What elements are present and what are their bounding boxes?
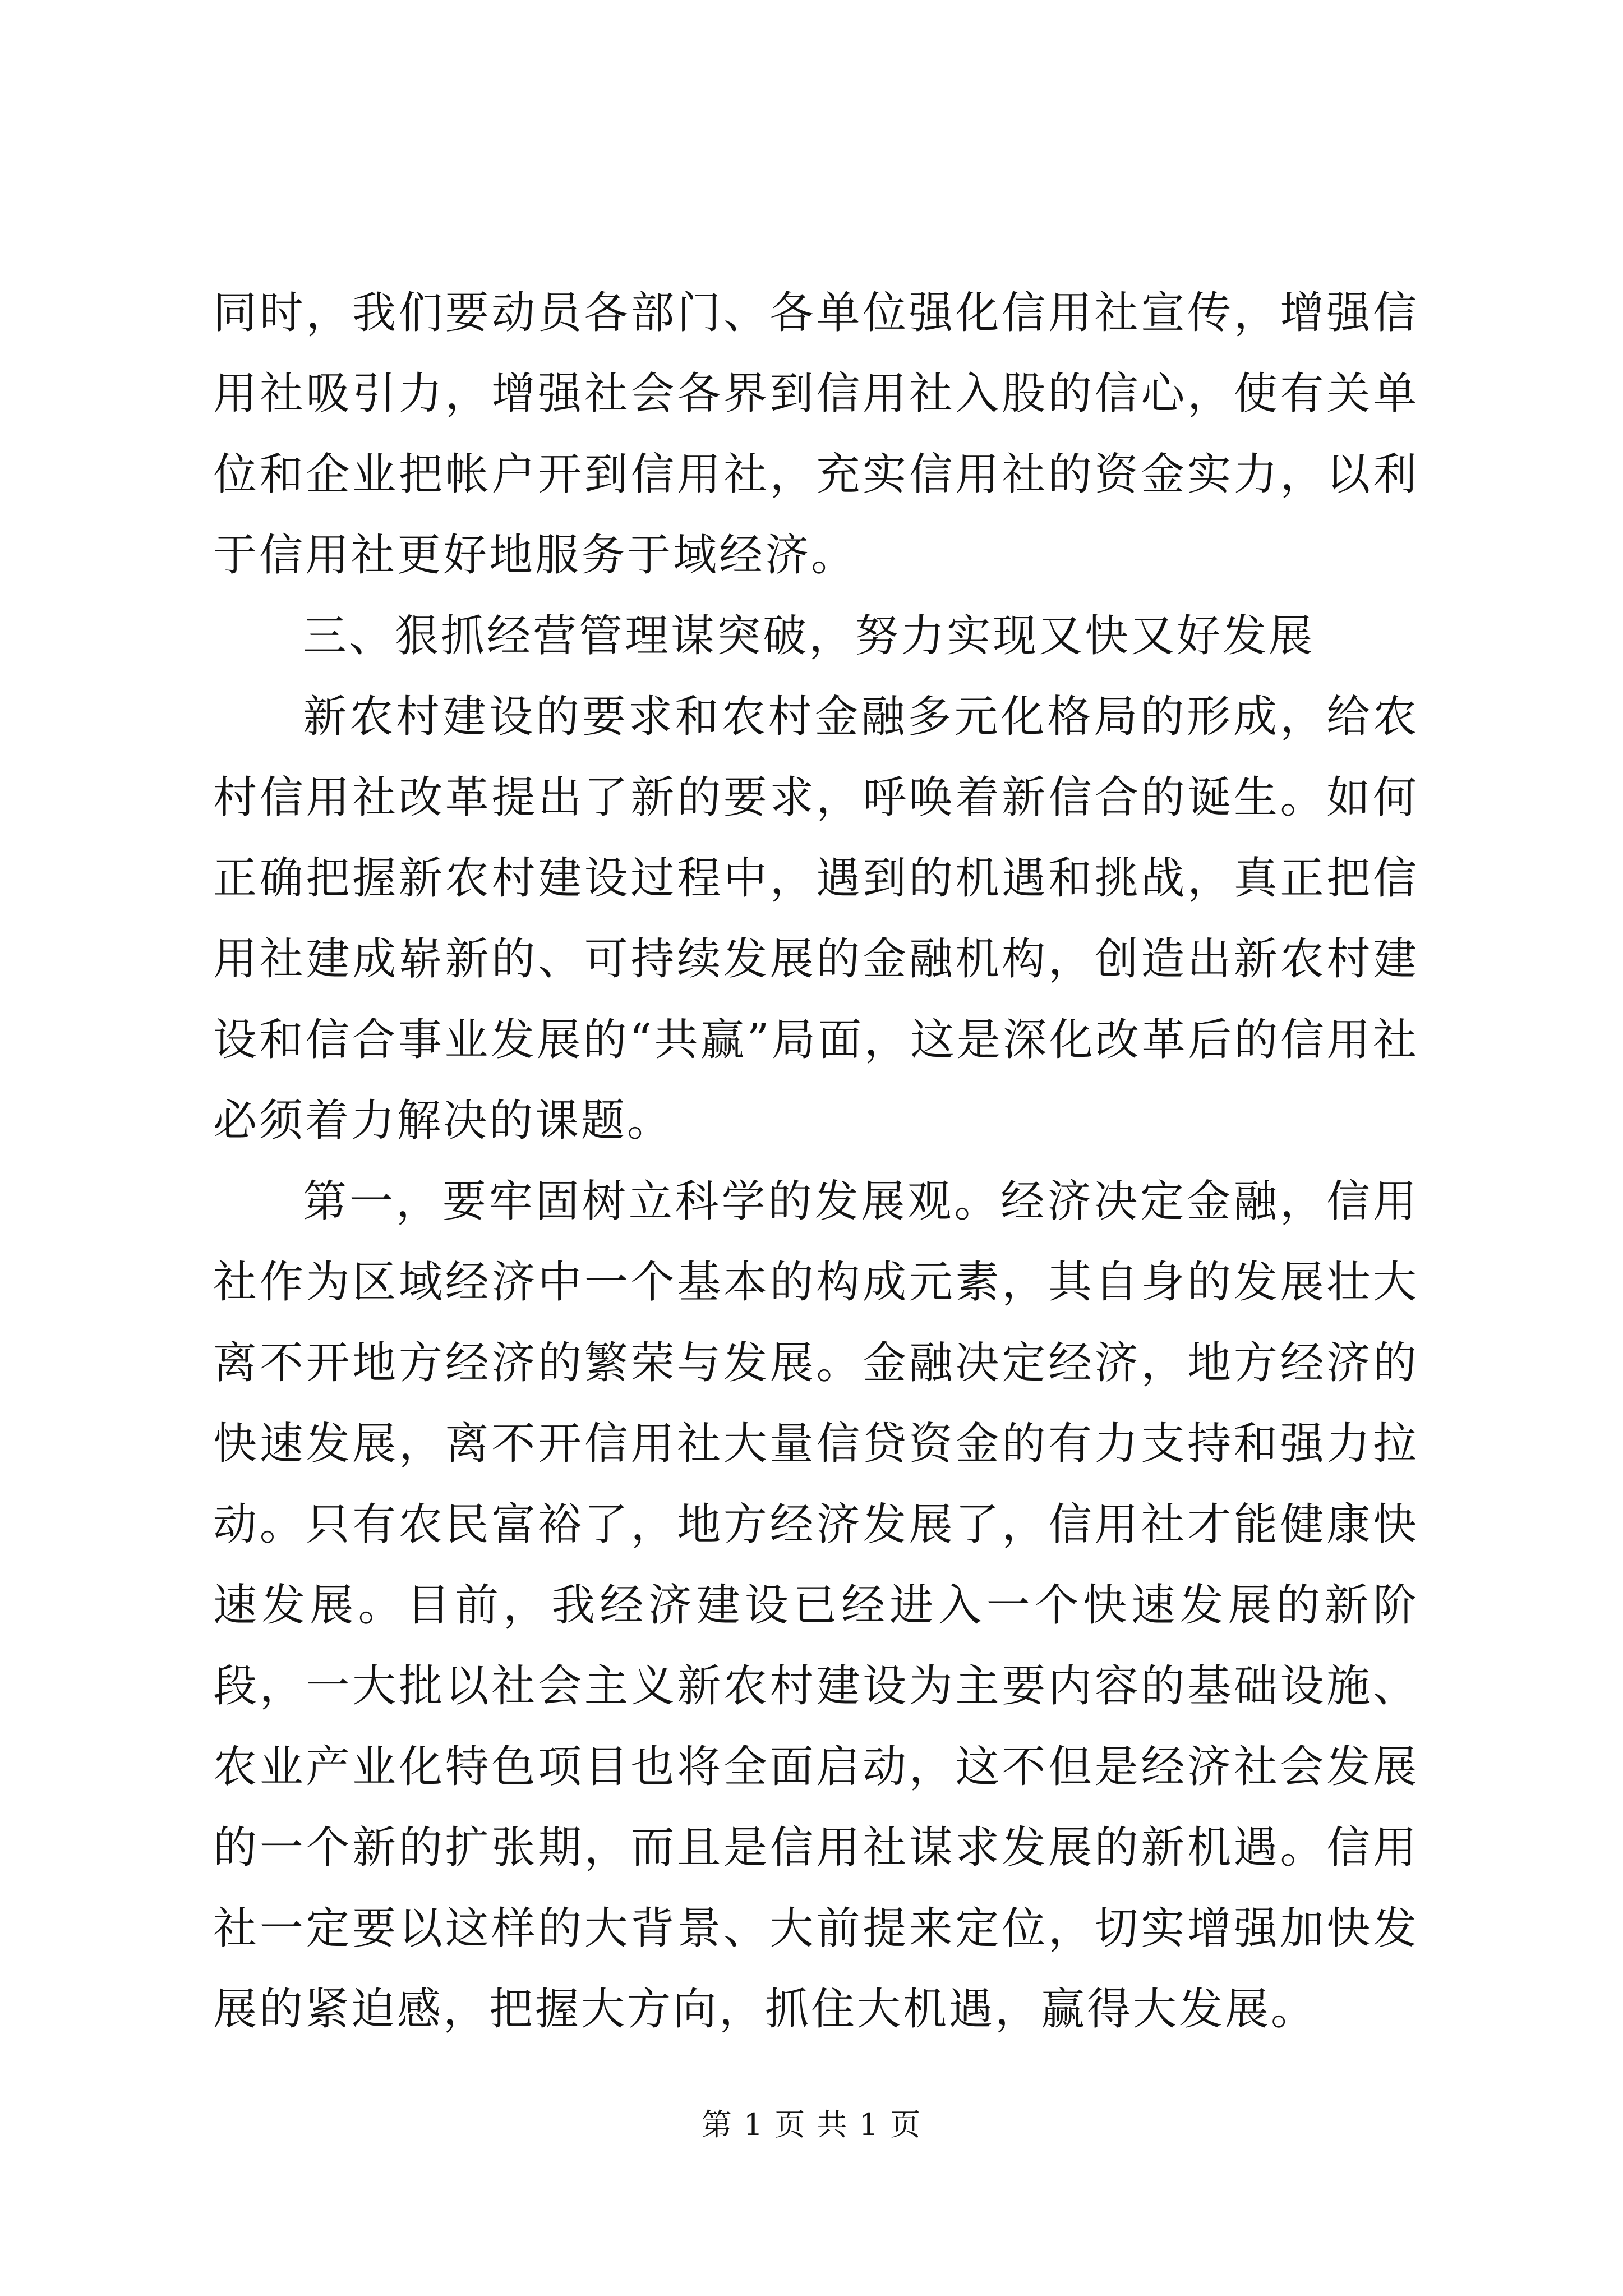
paragraph-continuation: 同时，我们要动员各部门、各单位强化信用社宣传，增强信用社吸引力，增强社会各界到信用社入股的信心，使有关单位和企业把帐户开到信用社，充实信用社的资金实力，以利于信用社更好地服务于域经济。 — [213, 288, 1419, 581]
section-heading: 三、狠抓经营管理谋突破，努力实现又快又好发展 — [303, 611, 1315, 661]
paragraph-first-point: 第一，要牢固树立科学的发展观。经济决定金融，信用社作为区域经济中一个基本的构成元素，其自身的发展壮大离不开地方经济的繁荣与发展。金融决定经济，地方经济的快速发展，离不开信用社大量信贷资金的有力支持和强力拉动。只有农民富裕了，地方经济发展了，信用社才能健康快速发展。目前，我经济建设已经进入一个快速发展的新阶段，一大批以社会主义新农村建设为主要内容的基础设施、农业产业化特色项目也将全面启动，这不但是经济社会发展的一个新的扩张期，而且是信用社谋求发展的新机遇。信用社一定要以这样的大背景、大前提来定位，切实增强加快发展的紧迫感，把握大方向，抓住大机遇，赢得大发展。 — [213, 1176, 1419, 2035]
document-body — [213, 273, 1419, 2050]
paragraph-new-rural-construction: 新农村建设的要求和农村金融多元化格局的形成，给农村信用社改革提出了新的要求，呼唤着新信合的诞生。如何正确把握新农村建设过程中，遇到的机遇和挑战，真正把信用社建成崭新的、可持续发展的金融机构，创造出新农村建设和信合事业发展的“共赢”局面，这是深化改革后的信用社必须着力解决的课题。 — [213, 692, 1419, 1146]
page-footer: 第 1 页 共 1 页 — [701, 2107, 922, 2142]
